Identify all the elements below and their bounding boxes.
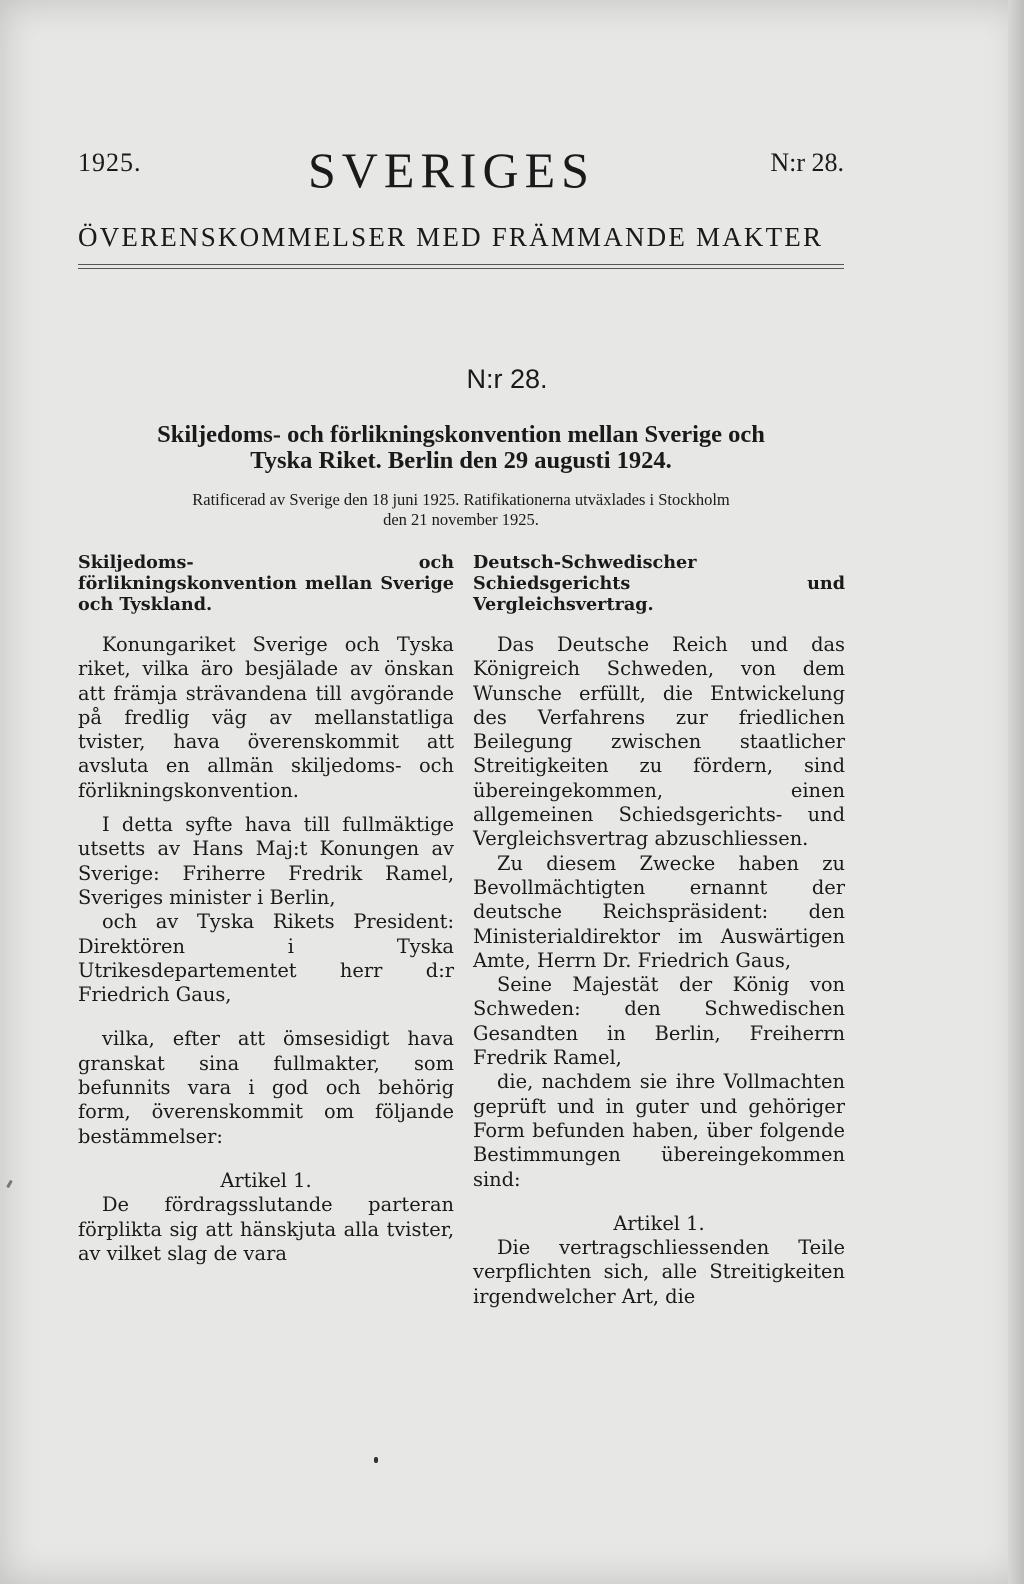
header-number: N:r 28. [770, 148, 844, 177]
german-paragraph: Das Deutsche Reich und das Königreich Schweden, von dem Wunsche erfüllt, die Entwickelung des Verfahrens zur friedlichen Beilegung zwischen staatlicher Streitigkeiten zu fördern, sind übereingekommen, einen allgemeinen Schiedsgerichts- und Vergleichsvertrag abzuschliessen. [473, 633, 845, 851]
swedish-article-title: Artikel 1. [220, 1168, 312, 1192]
swedish-column [78, 552, 454, 1266]
document-title-line2: Tyska Riket. Berlin den 29 augusti 1924. [250, 447, 672, 474]
german-article-text: Die vertragschliessenden Teile verpflichten sich, alle Streitigkeiten irgendwelcher Art, die [473, 1236, 845, 1308]
swedish-heading: Skiljedoms- och förlikningskonvention mellan Sverige och Tyskland. [78, 552, 454, 615]
ink-speck [374, 1457, 378, 1463]
german-paragraph: Zu diesem Zwecke haben zu Bevollmächtigten ernannt der deutsche Reichspräsident: den Ministerialdirektor im Auswärtigen Amte, Herrn Dr. Friedrich Gaus, [473, 851, 845, 972]
header-rule-top [78, 264, 844, 265]
german-heading: Deutsch-Schwedischer Schiedsgerichts und Vergleichsvertrag. [473, 552, 845, 615]
swedish-paragraph: och av Tyska Rikets President: Direktören i Tyska Utrikesdepartementet herr d:r Friedrich Gaus, [78, 910, 454, 1007]
ratification-note [78, 490, 844, 530]
document-number: N:r 28. [466, 364, 548, 394]
page-edge [1008, 0, 1024, 1584]
swedish-article-text: De fördragsslutande parteran förplikta sig att hänskjuta alla tvister, av vilket slag de vara [78, 1193, 454, 1265]
document-title-line1: Skiljedoms- och förlikningskonvention mellan Sverige och [157, 421, 765, 448]
document-title [78, 422, 844, 474]
german-paragraph: die, nachdem sie ihre Vollmachten geprüft und in guter und gehöriger Form befunden haben, über folgende Bestimmungen übereingekommen sind: [473, 1070, 845, 1191]
german-paragraph: Seine Majestät der König von Schweden: den Schwedischen Gesandten in Berlin, Freiherrn Fredrik Ramel, [473, 973, 845, 1070]
header-rule-bottom [78, 268, 844, 269]
running-header [78, 140, 844, 200]
ratification-line1: Ratificerad av Sverige den 18 juni 1925. Ratifikationerna utväxlades i Stockholm [192, 490, 730, 509]
header-year: 1925. [78, 148, 142, 177]
swedish-paragraph: Konungariket Sverige och Tyska riket, vilka äro besjälade av önskan att främja strävandena till avgörande på fredlig väg av mellanstatliga tvister, hava överenskommit att avsluta en allmän skiljedoms- och förlikningskonvention. [78, 633, 454, 802]
german-article-title: Artikel 1. [613, 1211, 705, 1235]
german-column [473, 552, 845, 1309]
ink-speck [6, 1180, 13, 1188]
swedish-paragraph: vilka, efter att ömsesidigt hava granskat sina fullmakter, som befunnits vara i god och behörig form, överenskommit om följande bestämmelser: [78, 1027, 454, 1148]
header-subtitle: ÖVERENSKOMMELSER MED FRÄMMANDE MAKTER [78, 222, 824, 252]
ratification-line2: den 21 november 1925. [383, 510, 539, 529]
swedish-paragraph: I detta syfte hava till fullmäktige utsetts av Hans Maj:t Konungen av Sverige: Friherre Fredrik Ramel, Sveriges minister i Berlin, [78, 813, 454, 909]
header-title: SVERIGES [308, 142, 595, 198]
